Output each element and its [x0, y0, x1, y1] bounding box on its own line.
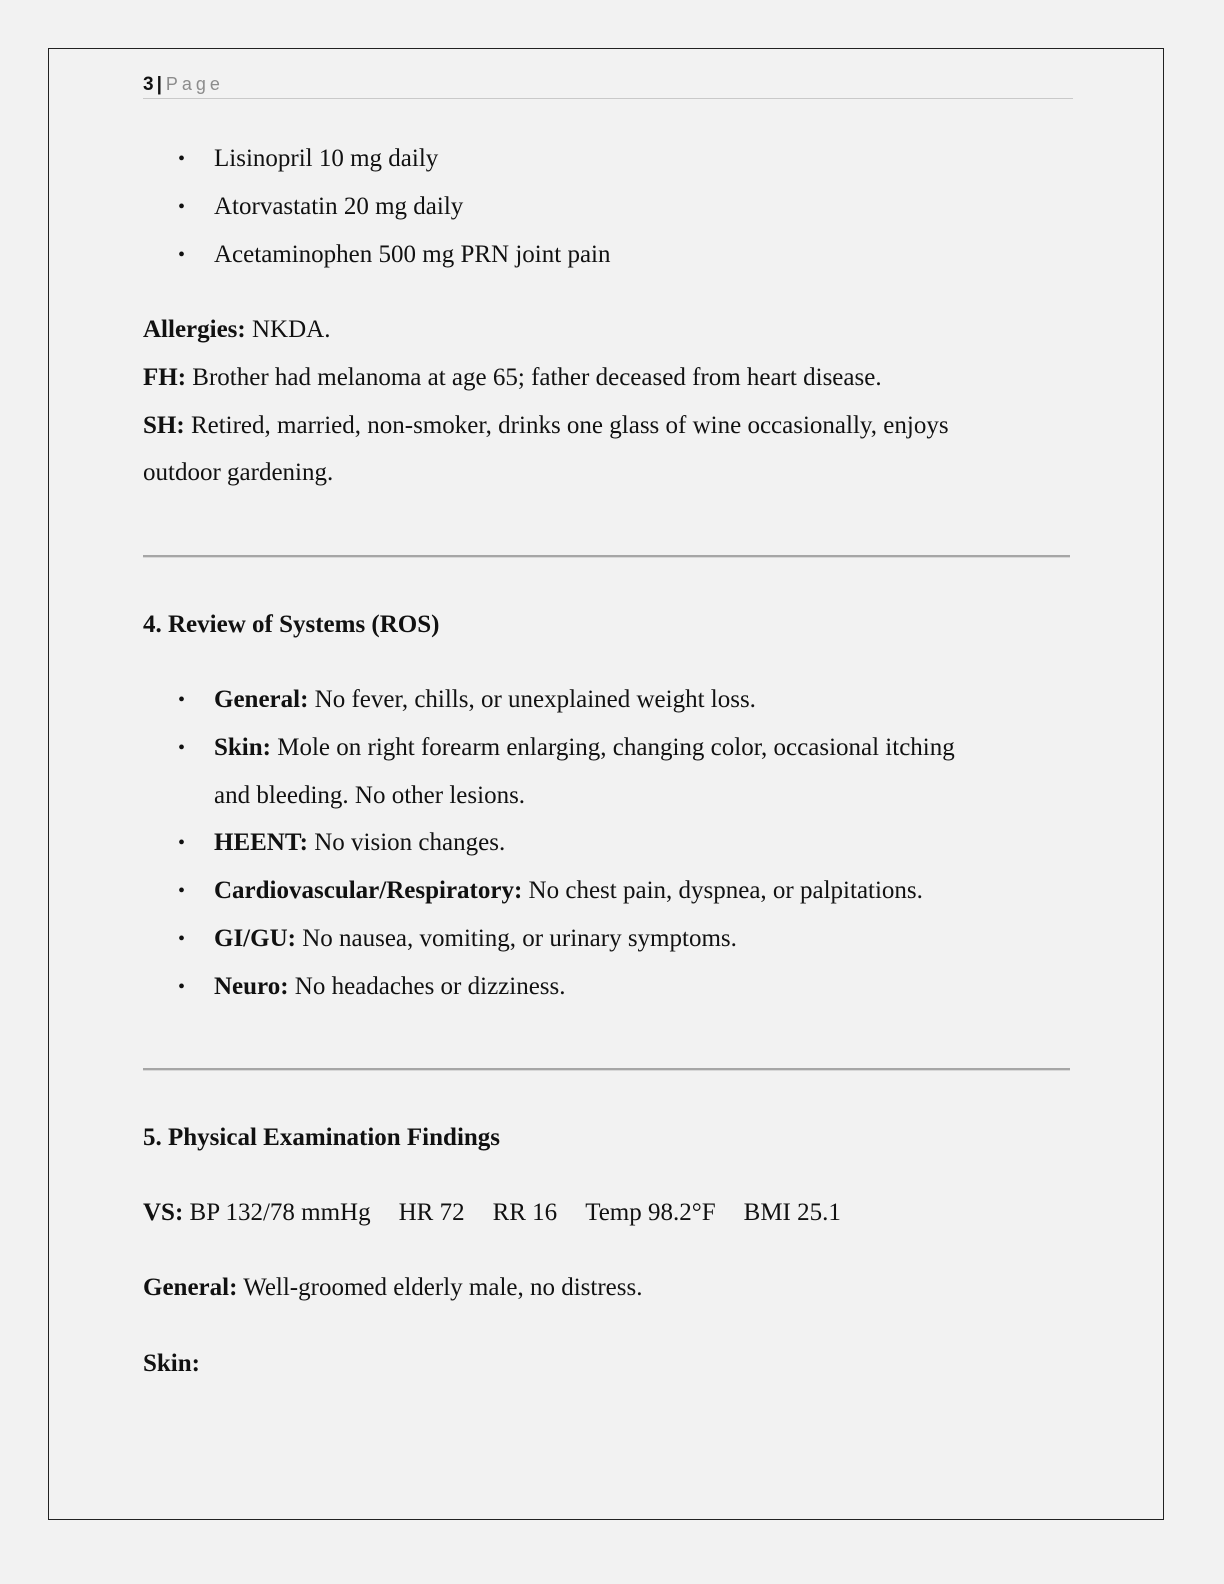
- ros-text: No headaches or dizziness.: [288, 973, 566, 1000]
- ros-item-skin: [214, 733, 955, 763]
- medication-item: Atorvastatin 20 mg daily: [214, 193, 464, 220]
- ros-text: No fever, chills, or unexplained weight loss.: [308, 686, 756, 713]
- vital-temp: Temp 98.2°F: [585, 1199, 716, 1226]
- family-history-line: [143, 363, 882, 393]
- ros-item-general: [214, 685, 756, 715]
- exam-skin-label: Skin:: [143, 1350, 200, 1377]
- section-divider: [143, 555, 1070, 558]
- vital-rr: RR 16: [492, 1199, 558, 1226]
- medication-item: Lisinopril 10 mg daily: [214, 145, 439, 172]
- exam-general-label: General:: [143, 1274, 238, 1301]
- fh-label: FH:: [143, 364, 187, 391]
- ros-label: General:: [214, 686, 309, 713]
- exam-heading: 5. Physical Examination Findings: [143, 1124, 501, 1151]
- bullet-icon: •: [178, 689, 186, 711]
- vital-hr: HR 72: [398, 1199, 465, 1226]
- page-number: 3: [143, 74, 154, 95]
- social-history-line: [143, 411, 949, 441]
- ros-text: No nausea, vomiting, or urinary symptoms.: [295, 925, 737, 952]
- exam-general-text: Well-groomed elderly male, no distress.: [237, 1274, 643, 1301]
- exam-skin-line: [143, 1349, 200, 1379]
- sh-value: Retired, married, non-smoker, drinks one glass of wine occasionally, enjoys: [184, 412, 949, 439]
- ros-text: No chest pain, dyspnea, or palpitations.: [522, 877, 923, 904]
- ros-item-skin-continuation: and bleeding. No other lesions.: [214, 782, 526, 809]
- ros-text: Mole on right forearm enlarging, changing color, occasional itching: [270, 734, 955, 761]
- ros-item-heent: [214, 828, 505, 858]
- ros-label: Neuro:: [214, 973, 289, 1000]
- ros-text: No vision changes.: [308, 829, 506, 856]
- allergies-label: Allergies:: [143, 316, 246, 343]
- ros-label: Skin:: [214, 734, 271, 761]
- vital-bmi: BMI 25.1: [743, 1199, 841, 1226]
- ros-label: Cardiovascular/Respiratory:: [214, 877, 523, 904]
- bullet-icon: •: [178, 737, 186, 759]
- ros-heading: 4. Review of Systems (ROS): [143, 611, 440, 638]
- ros-item-gigu: [214, 924, 737, 954]
- page-header: [143, 70, 1073, 99]
- ros-item-neuro: [214, 972, 566, 1002]
- vs-label: VS:: [143, 1199, 184, 1226]
- bullet-icon: •: [178, 976, 186, 998]
- bullet-icon: •: [178, 880, 186, 902]
- page-label: Page: [165, 74, 224, 94]
- bullet-icon: •: [178, 244, 186, 266]
- fh-value: Brother had melanoma at age 65; father deceased from heart disease.: [186, 364, 882, 391]
- section-divider: [143, 1068, 1070, 1071]
- bullet-icon: •: [178, 148, 186, 170]
- allergies-line: [143, 315, 330, 345]
- sh-label: SH:: [143, 412, 185, 439]
- bullet-icon: •: [178, 928, 186, 950]
- bullet-icon: •: [178, 832, 186, 854]
- ros-label: GI/GU:: [214, 925, 296, 952]
- medication-item: Acetaminophen 500 mg PRN joint pain: [214, 241, 611, 268]
- exam-general-line: [143, 1273, 643, 1303]
- vital-signs-line: [143, 1198, 841, 1228]
- allergies-value: NKDA.: [245, 316, 331, 343]
- social-history-continuation: outdoor gardening.: [143, 459, 334, 486]
- bullet-icon: •: [178, 196, 186, 218]
- ros-label: HEENT:: [214, 829, 308, 856]
- ros-item-cardio: [214, 876, 923, 906]
- header-separator: |: [156, 74, 162, 95]
- vital-bp: BP 132/78 mmHg: [189, 1199, 371, 1226]
